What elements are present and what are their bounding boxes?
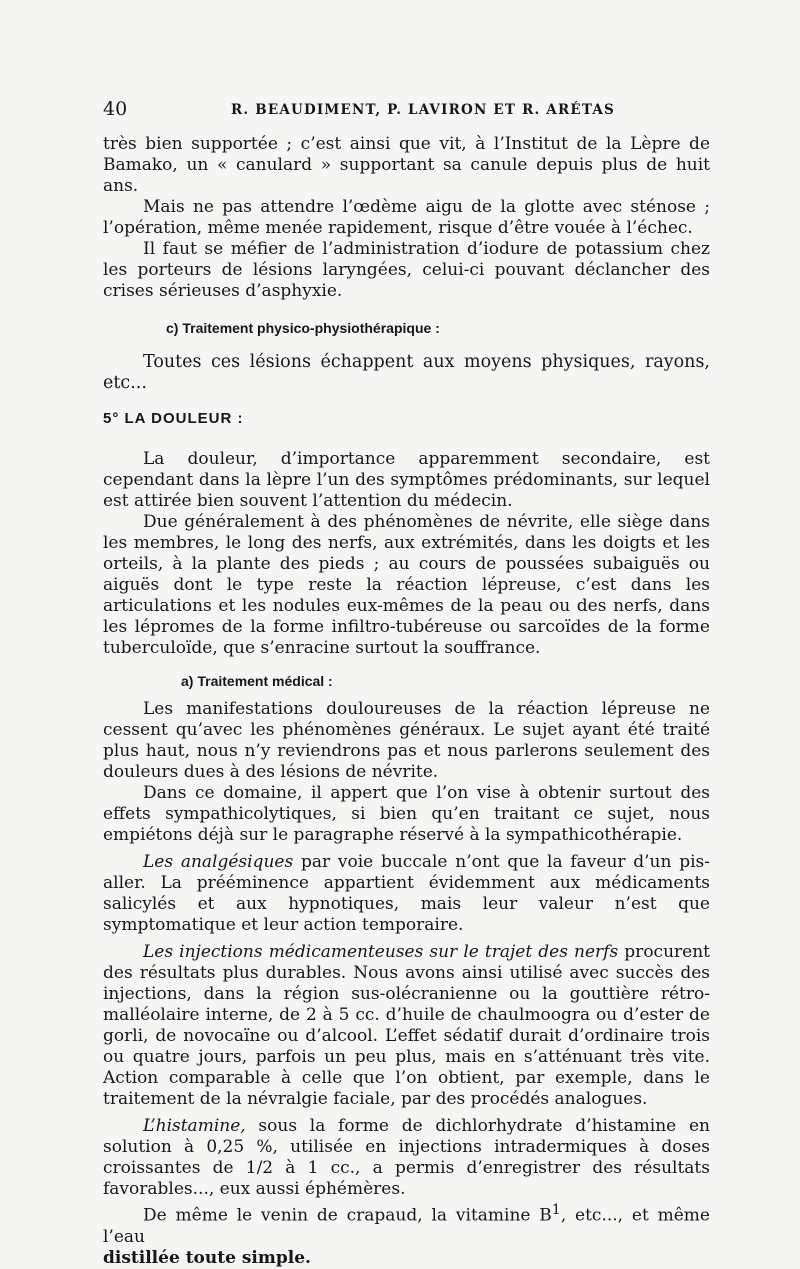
paragraph-9 (103, 852, 710, 936)
paragraph-2: Mais ne pas attendre l’œdème aigu de la glotte avec sténose ; l’opération, même menée rapidement, risque d’être vouée à l’échec. (103, 197, 710, 238)
paragraph-11-text: sous la forme de dichlorhydrate d’histamine en solution à 0,25 %, utilisée en injections intradermiques à doses croissantes de 1/2 à 1 cc., a permis d’enregistrer des résultats favorables..., eux aussi éphémères. (103, 1116, 710, 1199)
paragraph-7: Les manifestations douloureuses de la réaction lépreuse ne cessent qu’avec les phénomènes généraux. Le sujet ayant été traité plus haut, nous n’y reviendrons pas et nous parlerons seulement des douleurs dues à des lésions de névrite. (103, 699, 710, 782)
histamine-emphasis: L’histamine, (143, 1116, 246, 1136)
paragraph-10 (103, 942, 710, 1110)
paragraph-12 (103, 1200, 710, 1269)
analgesiques-emphasis: Les analgésiques (143, 852, 294, 872)
vitamin-superscript: 1 (551, 1202, 561, 1218)
paragraph-1: très bien supportée ; c’est ainsi que vit, à l’Institut de la Lèpre de Bamako, un « canulard » supportant sa canule depuis plus de huit ans. (103, 134, 710, 196)
paragraph-12-text-b: , etc..., et même l’eau (103, 1205, 710, 1247)
paragraph-8: Dans ce domaine, il appert que l’on vise à obtenir surtout des effets sympathicolytiques, si bien qu’en traitant ce sujet, nous empiétons déjà sur le paragraphe réservé à la sympathicothérapie. (103, 783, 710, 845)
running-head: R. BEAUDIMENT, P. LAVIRON ET R. ARÉTAS (231, 102, 616, 118)
section-heading-physiotherapy: c) Traitement physico-physiothérapique : (166, 320, 440, 336)
section-heading-douleur: 5° LA DOULEUR : (103, 410, 244, 427)
paragraph-12-text-a: De même le venin de crapaud, la vitamine B (143, 1205, 552, 1226)
section-heading-medical: a) Traitement médical : (181, 673, 333, 689)
injections-emphasis: Les injections médicamenteuses sur le trajet des nerfs (143, 942, 619, 962)
paragraph-5: La douleur, d’importance apparemment secondaire, est cependant dans la lèpre l’un des symptômes prédominants, sur lequel est attirée bien souvent l’attention du médecin. (103, 449, 710, 511)
paragraph-9-text: par voie buccale n’ont que la faveur d’un pis-aller. La prééminence appartient évidemment aux médicaments salicylés et aux hypnotiques, mais leur valeur n’est que symptomatique et leur action temporaire. (103, 852, 711, 935)
page-header (103, 98, 710, 122)
paragraph-10-text: procurent des résultats plus durables. Nous avons ainsi utilisé avec succès des injections, dans la région sus-olécranienne ou la gouttière rétro-malléolaire interne, de 2 à 5 cc. d’huile de chaulmoogra ou d’ester de gorli, de novocaïne ou d’alcool. L’effet sédatif durait d’ordinaire trois ou quatre jours, parfois un peu plus, mais en s’atténuant très vite. Action comparable à celle que l’on obtient, par exemple, dans le traitement de la névralgie faciale, par des procédés analogues. (103, 942, 710, 1109)
paragraph-6: Due généralement à des phénomènes de névrite, elle siège dans les membres, le long des nerfs, aux extrémités, dans les doigts et les orteils, à la plante des pieds ; au cours de poussées subaiguës ou aiguës dont le type reste la réaction lépreuse, c’est dans les articulations et les nodules eux-mêmes de la peau ou des nerfs, dans les lépromes de la forme infiltro-tubéreuse ou sarcoïdes de la forme tuberculoïde, que s’enracine surtout la souffrance. (103, 512, 710, 658)
paragraph-4: Toutes ces lésions échappent aux moyens physiques, rayons, etc... (103, 352, 710, 393)
paragraph-3: Il faut se méfier de l’administration d’iodure de potassium chez les porteurs de lésions laryngées, celui-ci pouvant déclancher des crises sérieuses d’asphyxie. (103, 239, 710, 301)
page (103, 98, 710, 1269)
paragraph-12-bold: distillée toute simple. (103, 1247, 311, 1268)
page-number: 40 (103, 98, 128, 120)
paragraph-11 (103, 1116, 710, 1200)
